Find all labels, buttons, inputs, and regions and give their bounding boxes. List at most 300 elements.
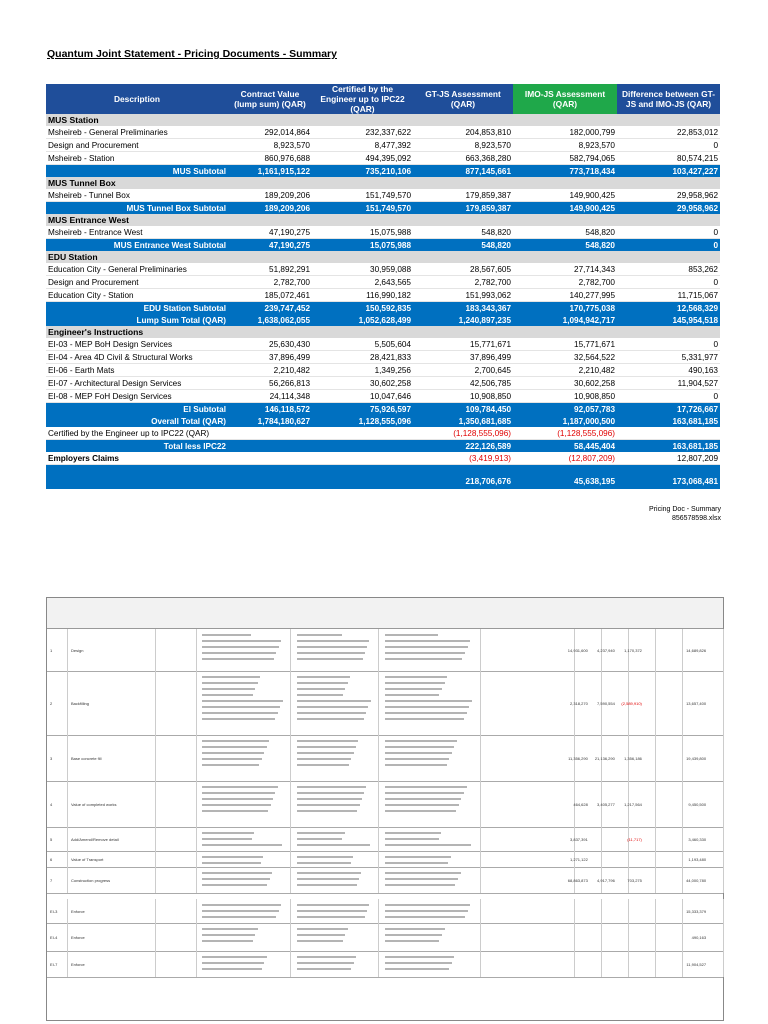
cell-value: 2,782,700 xyxy=(513,276,617,289)
detail-cell-divider xyxy=(196,923,197,951)
detail-text-line xyxy=(202,740,269,742)
detail-text-line xyxy=(385,956,454,958)
detail-text-line xyxy=(202,910,278,912)
detail-cell-divider xyxy=(723,671,724,735)
cell-value: 877,145,661 xyxy=(413,165,513,178)
cell-value: 8,923,570 xyxy=(413,139,513,152)
detail-cell-divider xyxy=(290,867,291,893)
cell-value: 189,209,206 xyxy=(228,189,312,202)
detail-text-line xyxy=(297,962,354,964)
row-label: Msheireb - Entrance West xyxy=(46,226,228,239)
cell-value: 1,128,555,096 xyxy=(312,415,413,427)
cell-value: 37,896,499 xyxy=(413,351,513,364)
detail-text-line xyxy=(202,962,264,964)
subtotal-row xyxy=(46,415,720,427)
detail-text-line xyxy=(202,646,278,648)
cell-value: 239,747,452 xyxy=(228,302,312,315)
subtotal-row xyxy=(46,239,720,252)
cell-value: 218,706,676 xyxy=(413,465,513,490)
cell-value: 15,771,671 xyxy=(513,338,617,351)
detail-row-description: Base concrete fill xyxy=(71,756,102,761)
detail-cell-divider xyxy=(682,827,683,851)
row-label: MUS Tunnel Box xyxy=(46,177,720,189)
cell-value: 5,505,604 xyxy=(312,338,413,351)
detail-text-line xyxy=(297,676,350,678)
detail-cell-divider xyxy=(655,827,656,851)
detail-sheet-thumbnail xyxy=(46,597,724,1021)
detail-text-line xyxy=(202,810,268,812)
cell-value: 173,068,481 xyxy=(617,465,720,490)
cell-value: 735,210,106 xyxy=(312,165,413,178)
detail-cell-divider xyxy=(480,923,481,951)
cell-value: 292,014,864 xyxy=(228,126,312,139)
detail-cell-divider xyxy=(67,735,68,781)
column-header-description: Description xyxy=(46,84,228,114)
cell-value: 179,859,387 xyxy=(413,189,513,202)
row-label: Certified by the Engineer up to IPC22 (QAR) xyxy=(46,427,228,440)
detail-text-line xyxy=(385,740,457,742)
detail-text-line xyxy=(202,956,266,958)
detail-cell-divider xyxy=(682,671,683,735)
cell-value: 17,726,667 xyxy=(617,403,720,416)
detail-text-line xyxy=(385,916,465,918)
cell-value: 490,163 xyxy=(617,364,720,377)
detail-text-line xyxy=(385,810,456,812)
detail-row-description: Value of Transport xyxy=(71,857,104,862)
detail-cell-divider xyxy=(290,951,291,977)
detail-cell-divider xyxy=(196,781,197,827)
cell-value: 30,602,258 xyxy=(513,377,617,390)
cell-value: 548,820 xyxy=(413,226,513,239)
detail-cell-divider xyxy=(655,899,656,923)
row-label: Employers Claims xyxy=(46,452,228,465)
detail-text-line xyxy=(385,706,469,708)
detail-text-line xyxy=(297,752,354,754)
detail-row-description: Value of completed works xyxy=(71,802,117,807)
detail-value: 1,170,372 xyxy=(624,648,642,653)
detail-cell-divider xyxy=(480,851,481,867)
detail-text-line xyxy=(297,832,345,834)
detail-cell-divider xyxy=(290,851,291,867)
detail-cell-divider xyxy=(67,851,68,867)
detail-row-description: Enforce xyxy=(71,962,85,967)
cell-value: 582,794,065 xyxy=(513,152,617,165)
detail-value: 9,450,500 xyxy=(688,802,707,807)
detail-text-line xyxy=(385,832,441,834)
cell-value: 1,784,180,627 xyxy=(228,415,312,427)
cell-value xyxy=(617,427,720,440)
row-label: MUS Subtotal xyxy=(46,165,228,178)
table-row xyxy=(46,427,720,440)
cell-value: 2,700,645 xyxy=(413,364,513,377)
detail-text-line xyxy=(202,798,273,800)
detail-text-line xyxy=(202,764,259,766)
cell-value: 24,114,348 xyxy=(228,390,312,403)
cell-value: 149,900,425 xyxy=(513,202,617,215)
detail-text-line xyxy=(385,640,470,642)
detail-text-line xyxy=(202,928,257,930)
detail-cell-divider xyxy=(655,629,656,671)
cell-value: 58,445,404 xyxy=(513,440,617,453)
detail-text-line xyxy=(202,700,282,702)
row-label: Design and Procurement xyxy=(46,276,228,289)
detail-row-description: Enforce xyxy=(71,935,85,940)
detail-cell-divider xyxy=(682,951,683,977)
cell-value: 12,807,209 xyxy=(617,452,720,465)
cell-value: 103,427,227 xyxy=(617,165,720,178)
detail-cell-divider xyxy=(378,867,379,893)
section-row xyxy=(46,177,720,189)
detail-text-line xyxy=(297,652,365,654)
subtotal-row xyxy=(46,314,720,326)
detail-cell-divider xyxy=(67,867,68,893)
detail-cell-divider xyxy=(290,781,291,827)
detail-cell-divider xyxy=(723,629,724,671)
cell-value: 47,190,275 xyxy=(228,226,312,239)
detail-row-number: 5 xyxy=(50,837,53,842)
table-row xyxy=(46,351,720,364)
detail-cell-divider xyxy=(601,899,602,923)
detail-value: 2,318,270 xyxy=(570,701,588,706)
cell-value: 0 xyxy=(617,139,720,152)
detail-cell-divider xyxy=(378,951,379,977)
cell-value: (3,419,913) xyxy=(413,452,513,465)
cell-value xyxy=(228,440,312,453)
detail-text-line xyxy=(297,764,349,766)
detail-text-line xyxy=(297,740,358,742)
detail-text-line xyxy=(297,910,367,912)
detail-value: 1,193,480 xyxy=(688,857,707,862)
detail-cell-divider xyxy=(480,951,481,977)
cell-value: 42,506,785 xyxy=(413,377,513,390)
detail-text-line xyxy=(202,758,261,760)
table-row xyxy=(46,139,720,152)
cell-value: 170,775,038 xyxy=(513,302,617,315)
detail-cell-divider xyxy=(723,781,724,827)
detail-text-line xyxy=(202,682,257,684)
detail-cell-divider xyxy=(682,781,683,827)
detail-text-line xyxy=(385,862,448,864)
detail-text-line xyxy=(202,968,261,970)
detail-value: 19,439,800 xyxy=(686,756,707,761)
detail-row-number: 6 xyxy=(50,857,53,862)
detail-text-line xyxy=(202,712,277,714)
detail-cell-divider xyxy=(655,735,656,781)
detail-cell-divider xyxy=(67,827,68,851)
detail-text-line xyxy=(202,786,277,788)
detail-text-line xyxy=(297,700,371,702)
detail-text-line xyxy=(385,652,465,654)
row-label: Engineer's Instructions xyxy=(46,326,720,338)
cell-value: 183,343,367 xyxy=(413,302,513,315)
detail-cell-divider xyxy=(67,629,68,671)
detail-value: 464,628 xyxy=(573,802,588,807)
cell-value: 2,210,482 xyxy=(228,364,312,377)
detail-cell-divider xyxy=(155,827,156,851)
detail-text-line xyxy=(202,916,276,918)
cell-value xyxy=(228,452,312,465)
detail-cell-divider xyxy=(155,671,156,735)
file-name: 856578598.xlsx xyxy=(671,515,721,522)
detail-text-line xyxy=(297,758,351,760)
cell-value: 30,602,258 xyxy=(312,377,413,390)
detail-cell-divider xyxy=(480,735,481,781)
row-label xyxy=(46,465,228,490)
row-label: EI-03 - MEP BoH Design Services xyxy=(46,338,228,351)
cell-value: 1,161,915,122 xyxy=(228,165,312,178)
detail-text-line xyxy=(297,634,342,636)
detail-cell-divider xyxy=(290,629,291,671)
detail-cell-divider xyxy=(480,629,481,671)
row-label: EDU Station Subtotal xyxy=(46,302,228,315)
detail-cell-divider xyxy=(601,827,602,851)
cell-value: 2,782,700 xyxy=(228,276,312,289)
detail-text-line xyxy=(385,746,454,748)
detail-row xyxy=(47,827,723,852)
detail-cell-divider xyxy=(723,827,724,851)
file-info xyxy=(649,505,721,523)
cell-value: 1,052,628,499 xyxy=(312,314,413,326)
detail-value: 4,917,796 xyxy=(597,878,615,883)
detail-text-line xyxy=(385,928,445,930)
table-row xyxy=(46,126,720,139)
cell-value: 5,331,977 xyxy=(617,351,720,364)
detail-text-line xyxy=(385,646,468,648)
detail-cell-divider xyxy=(480,827,481,851)
cell-value: 2,782,700 xyxy=(413,276,513,289)
cell-value: 56,266,813 xyxy=(228,377,312,390)
detail-text-line xyxy=(297,878,359,880)
detail-text-line xyxy=(297,940,343,942)
detail-cell-divider xyxy=(682,899,683,923)
detail-cell-divider xyxy=(655,781,656,827)
detail-text-line xyxy=(297,904,369,906)
detail-text-line xyxy=(385,962,452,964)
cell-value: 1,350,681,685 xyxy=(413,415,513,427)
detail-text-line xyxy=(385,872,461,874)
subtotal-row xyxy=(46,403,720,416)
cell-value: 0 xyxy=(617,276,720,289)
detail-text-line xyxy=(385,676,447,678)
detail-text-line xyxy=(385,694,439,696)
detail-text-line xyxy=(297,916,365,918)
cell-value xyxy=(228,465,312,490)
detail-text-line xyxy=(202,676,260,678)
cell-value: 11,715,067 xyxy=(617,289,720,302)
detail-text-line xyxy=(202,634,251,636)
detail-cell-divider xyxy=(196,851,197,867)
row-label: Education City - Station xyxy=(46,289,228,302)
detail-text-line xyxy=(385,792,464,794)
detail-cell-divider xyxy=(723,851,724,867)
detail-row xyxy=(47,629,723,672)
detail-text-line xyxy=(202,838,251,840)
cell-value: 80,574,215 xyxy=(617,152,720,165)
file-sheet-name: Pricing Doc - Summary xyxy=(649,506,721,513)
detail-cell-divider xyxy=(67,951,68,977)
detail-value: 490,163 xyxy=(691,935,707,940)
detail-value: 1,271,122 xyxy=(570,857,588,862)
cell-value: 15,771,671 xyxy=(413,338,513,351)
detail-text-line xyxy=(385,688,442,690)
row-label: MUS Station xyxy=(46,114,720,126)
detail-cell-divider xyxy=(655,951,656,977)
cell-value: 232,337,622 xyxy=(312,126,413,139)
detail-text-line xyxy=(297,856,353,858)
detail-text-line xyxy=(297,956,356,958)
detail-text-line xyxy=(202,640,281,642)
detail-text-line xyxy=(202,658,273,660)
cell-value: 10,908,850 xyxy=(513,390,617,403)
detail-text-line xyxy=(297,810,357,812)
cell-value xyxy=(312,465,413,490)
detail-value: 13,657,400 xyxy=(686,701,707,706)
row-label: Design and Procurement xyxy=(46,139,228,152)
detail-cell-divider xyxy=(682,735,683,781)
cell-value: 0 xyxy=(617,338,720,351)
detail-cell-divider xyxy=(682,851,683,867)
cell-value: 185,072,461 xyxy=(228,289,312,302)
detail-text-line xyxy=(385,712,467,714)
detail-text-line xyxy=(297,712,366,714)
detail-cell-divider xyxy=(290,827,291,851)
subtotal-row xyxy=(46,440,720,453)
detail-text-line xyxy=(202,940,252,942)
cell-value: 1,094,942,717 xyxy=(513,314,617,326)
detail-row-number: 4 xyxy=(50,802,53,807)
detail-cell-divider xyxy=(290,923,291,951)
detail-value: 11,356,290 xyxy=(568,756,588,761)
detail-text-line xyxy=(385,838,439,840)
detail-cell-divider xyxy=(480,899,481,923)
detail-cell-divider xyxy=(682,923,683,951)
detail-cell-divider xyxy=(290,735,291,781)
detail-cell-divider xyxy=(378,899,379,923)
table-row xyxy=(46,152,720,165)
detail-text-line xyxy=(297,862,351,864)
cell-value xyxy=(312,427,413,440)
detail-cell-divider xyxy=(655,923,656,951)
detail-text-line xyxy=(202,884,267,886)
detail-cell-divider xyxy=(196,951,197,977)
cell-value: 150,592,835 xyxy=(312,302,413,315)
detail-value: 1,217,564 xyxy=(624,802,642,807)
detail-text-line xyxy=(202,878,269,880)
section-row xyxy=(46,251,720,263)
detail-text-line xyxy=(202,832,254,834)
column-header-difference: Difference between GT-JS and IMO-JS (QAR) xyxy=(617,84,720,114)
cell-value: 548,820 xyxy=(513,239,617,252)
detail-cell-divider xyxy=(480,781,481,827)
detail-value: 15,333,379 xyxy=(686,909,707,914)
detail-value: (11,717) xyxy=(627,837,642,842)
row-label: EI Subtotal xyxy=(46,403,228,416)
cell-value: 1,349,256 xyxy=(312,364,413,377)
detail-value: 703,275 xyxy=(627,878,642,883)
detail-text-line xyxy=(297,798,362,800)
detail-cell-divider xyxy=(723,951,724,977)
detail-value: 3,837,391 xyxy=(570,837,588,842)
cell-value: 22,853,012 xyxy=(617,126,720,139)
detail-text-line xyxy=(202,856,263,858)
detail-text-line xyxy=(385,758,449,760)
detail-row-number: EI-4 xyxy=(50,935,58,940)
detail-cell-divider xyxy=(723,923,724,951)
detail-text-line xyxy=(202,862,260,864)
detail-text-line xyxy=(385,752,452,754)
detail-cell-divider xyxy=(378,851,379,867)
detail-cell-divider xyxy=(655,867,656,893)
cell-value: 146,118,572 xyxy=(228,403,312,416)
cell-value: 182,000,799 xyxy=(513,126,617,139)
detail-cell-divider xyxy=(155,951,156,977)
cell-value: 773,718,434 xyxy=(513,165,617,178)
row-label: Education City - General Preliminaries xyxy=(46,263,228,276)
detail-cell-divider xyxy=(574,899,575,923)
detail-text-line xyxy=(202,706,280,708)
cell-value: 140,277,995 xyxy=(513,289,617,302)
detail-row-number: 7 xyxy=(50,878,53,883)
row-label: Lump Sum Total (QAR) xyxy=(46,314,228,326)
cell-value: 25,630,430 xyxy=(228,338,312,351)
detail-cell-divider xyxy=(67,899,68,923)
cell-value: 47,190,275 xyxy=(228,239,312,252)
cell-value: 8,923,570 xyxy=(228,139,312,152)
detail-text-line xyxy=(385,934,442,936)
cell-value: 12,568,329 xyxy=(617,302,720,315)
detail-text-line xyxy=(202,844,281,846)
row-label: MUS Entrance West Subtotal xyxy=(46,239,228,252)
detail-value: 14,689,826 xyxy=(686,648,707,653)
cell-value: 548,820 xyxy=(513,226,617,239)
detail-cell-divider xyxy=(155,629,156,671)
detail-cell-divider xyxy=(67,923,68,951)
subtotal-row xyxy=(46,165,720,178)
detail-text-line xyxy=(297,786,366,788)
detail-text-line xyxy=(385,764,447,766)
detail-cell-divider xyxy=(67,781,68,827)
cell-value: 10,908,850 xyxy=(413,390,513,403)
table-row xyxy=(46,390,720,403)
row-label: EI-08 - MEP FoH Design Services xyxy=(46,390,228,403)
cell-value: 151,749,570 xyxy=(312,189,413,202)
table-row xyxy=(46,189,720,202)
column-header-certified: Certified by the Engineer up to IPC22 (QAR) xyxy=(312,84,413,114)
cell-value xyxy=(312,452,413,465)
page-title: Quantum Joint Statement - Pricing Documents - Summary xyxy=(47,48,337,60)
detail-text-line xyxy=(385,904,470,906)
cell-value: (1,128,555,096) xyxy=(413,427,513,440)
detail-cell-divider xyxy=(628,851,629,867)
detail-text-line xyxy=(297,694,343,696)
detail-cell-divider xyxy=(628,951,629,977)
detail-text-line xyxy=(385,658,462,660)
row-label: Total less IPC22 xyxy=(46,440,228,453)
detail-cell-divider xyxy=(723,867,724,893)
detail-cell-divider xyxy=(628,899,629,923)
cell-value: 30,959,088 xyxy=(312,263,413,276)
detail-text-line xyxy=(297,718,364,720)
cell-value: 149,900,425 xyxy=(513,189,617,202)
cell-value: 15,075,988 xyxy=(312,226,413,239)
detail-text-line xyxy=(202,752,264,754)
cell-value: 2,210,482 xyxy=(513,364,617,377)
detail-row-description: Enforce xyxy=(71,909,85,914)
detail-text-line xyxy=(202,792,275,794)
detail-cell-divider xyxy=(574,923,575,951)
detail-cell-divider xyxy=(682,629,683,671)
cell-value: 163,681,185 xyxy=(617,440,720,453)
